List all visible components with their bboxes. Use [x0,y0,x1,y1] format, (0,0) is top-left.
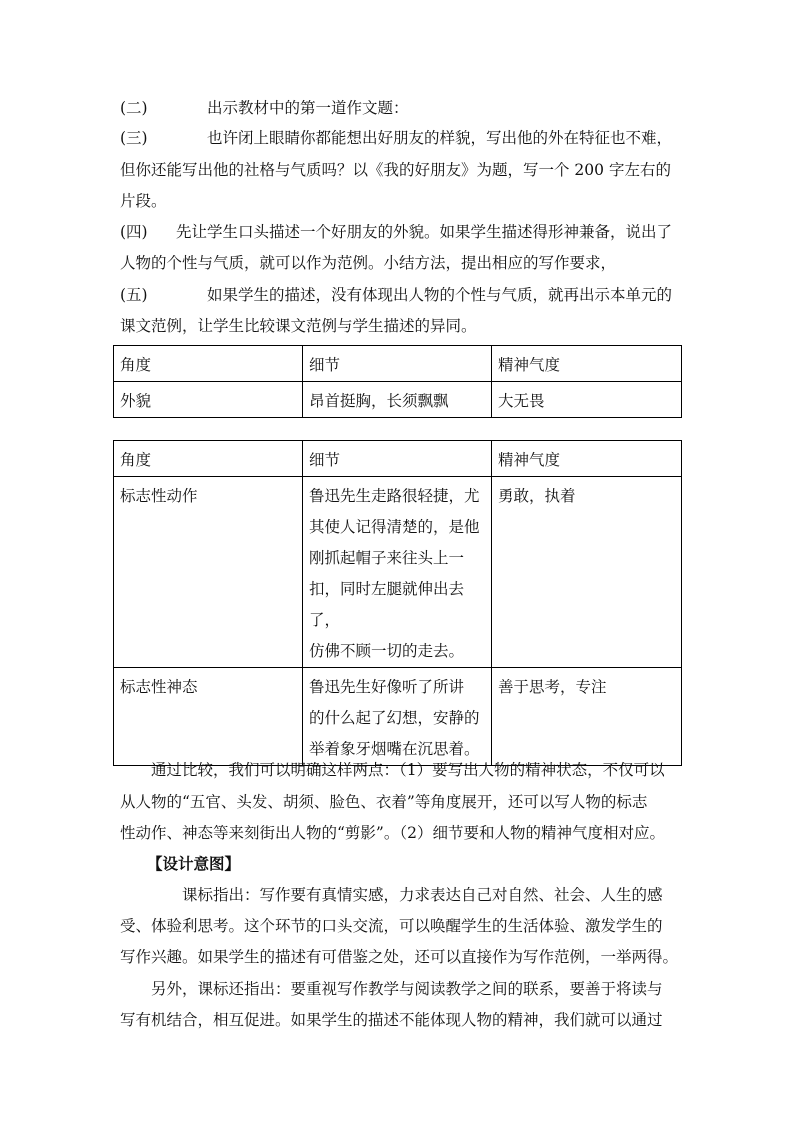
design-line: 写作兴趣。如果学生的描述有可借鉴之处，还可以直接作为写作范例，一举两得。 [120,948,679,966]
item-number: (四) [120,223,148,241]
table-cell: 大无畏 [492,382,682,418]
detail-line: 其使人记得清楚的，是他 [309,518,480,536]
table-row [114,477,682,668]
detail-line: 鲁迅先生走路很轻捷，尤 [309,487,480,505]
table-cell-detail [303,668,492,766]
section-heading: 【设计意图】 [147,854,241,873]
header-cell-detail: 细节 [303,346,492,382]
table-row [114,668,682,766]
detail-line: 举着象牙烟嘴在沉思着。 [309,740,480,758]
summary-line: 通过比较，我们可以明确这样两点：（1）要写出人物的精神状态，不仅可以 [151,761,665,779]
design-line: 另外，课标还指出：要重视写作教学与阅读教学之间的联系，要善于将读与 [151,980,663,998]
table-header-row [114,441,682,477]
detail-line: 刚抓起帽子来往头上一 [309,549,465,567]
header-cell-angle: 角度 [114,441,303,477]
item-text-line: 但你还能写出他的社格与气质吗？以《我的好朋友》为题，写一个 200 字左右的 [120,161,671,179]
detail-line: 鲁迅先生好像听了所讲 [309,678,465,696]
header-cell-angle: 角度 [114,346,303,382]
comparison-table-actions [113,440,682,766]
table-cell-detail [303,477,492,668]
table-cell: 昂首挺胸，长须飘飘 [303,382,492,418]
detail-line: 仿佛不顾一切的走去。 [309,642,465,660]
header-cell-spirit: 精神气度 [492,346,682,382]
table-header-row [114,346,682,382]
item-text: 出示教材中的第一道作文题： [207,99,409,117]
table-cell: 外貌 [114,382,303,418]
item-text-line: 人物的个性与气质，就可以作为范例。小结方法，提出相应的写作要求， [120,254,617,272]
table-cell-angle: 标志性神态 [114,668,303,766]
item-number: (三) [120,129,148,147]
summary-line: 性动作、神态等来刻街出人物的“剪影”。（2）细节要和人物的精神气度相对应。 [120,824,665,842]
header-cell-detail: 细节 [303,441,492,477]
comparison-table-appearance [113,345,682,418]
table-cell-angle: 标志性动作 [114,477,303,668]
design-line: 课标指出：写作要有真情实感，力求表达自己对自然、社会、人生的感 [182,886,663,904]
table-cell-spirit: 勇敢，执着 [492,477,682,668]
item-text-line: 如果学生的描述，没有体现出人物的个性与气质，就再出示本单元的 [207,286,673,304]
item-text-line: 课文范例，让学生比较课文范例与学生描述的异同。 [120,317,477,335]
table-row [114,382,682,418]
summary-line: 从人物的“五官、头发、胡须、脸色、衣着”等角度展开，还可以写人物的标志 [120,793,648,811]
item-text-line: 片段。 [120,192,167,210]
detail-line: 扣，同时左腿就伸出去了， [309,580,465,629]
detail-line: 的什么起了幻想，安静的 [309,709,480,727]
item-number: (二) [120,99,148,117]
design-line: 写有机结合，相互促进。如果学生的描述不能体现人物的精神，我们就可以通过 [120,1011,663,1029]
table-cell-spirit: 善于思考，专注 [492,668,682,766]
design-line: 受、体验利思考。这个环节的口头交流，可以唤醒学生的生活体验、激发学生的 [120,917,663,935]
item-text-line: 先让学生口头描述一个好朋友的外貌。如果学生描述得形神兼备，说出了 [176,223,673,241]
header-cell-spirit: 精神气度 [492,441,682,477]
item-number: (五) [120,286,148,304]
item-text-line: 也许闭上眼睛你都能想出好朋友的样貌，写出他的外在特征也不难， [207,129,673,147]
